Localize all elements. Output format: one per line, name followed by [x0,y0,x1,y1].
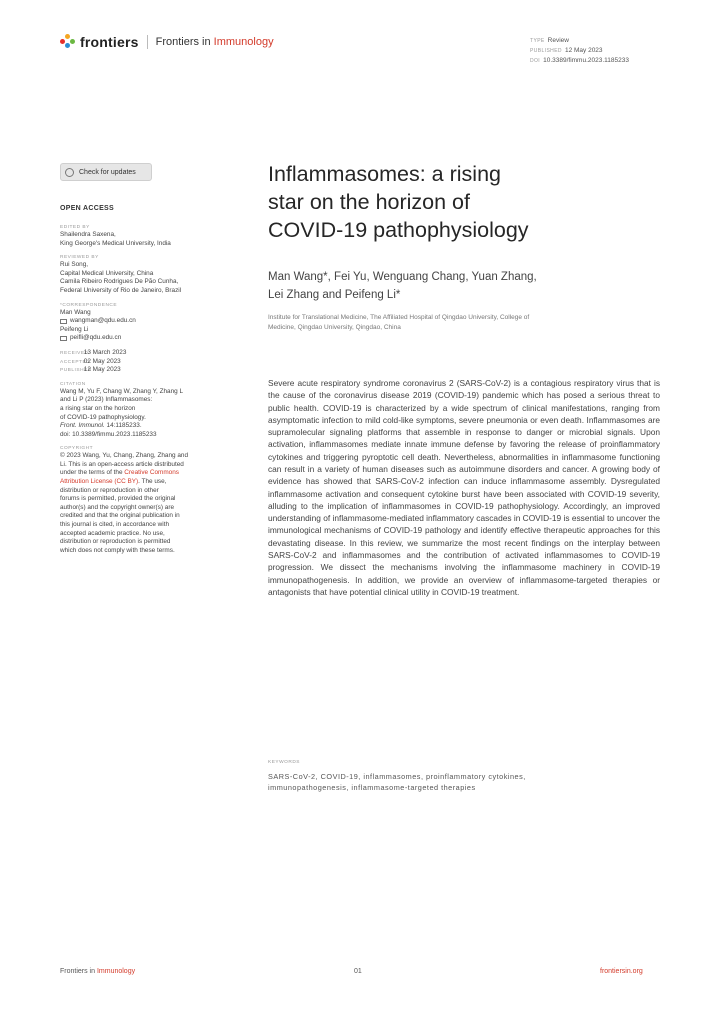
email-text: peifli@qdu.edu.cn [70,334,122,342]
editor-line: King George's Medical University, India [60,239,171,247]
corresponding-author: Peifeng Li [60,325,89,333]
citation-line: and Li P (2023) Inflammasomes: [60,396,153,404]
copyright-line: author(s) and the copyright owner(s) are [60,503,175,511]
published-value: 12 May 2023 [564,47,603,54]
copyright-line [60,478,236,487]
copyright-line: credited and that the original publication in [60,512,180,520]
type-value: Review [547,37,569,44]
article-meta [530,36,629,66]
copyright-line: distribution or reproduction is permitted [60,538,171,546]
article-dates [60,349,236,375]
journal-header [60,34,274,50]
footer-journal-prefix: Frontiers in [60,968,97,975]
affiliation-line: Institute for Translational Medicine, The Affiliated Hospital of Qingdao University, College of [268,314,530,321]
published-label: PUBLISHED [60,368,92,374]
check-updates-label: Check for updates [79,168,136,176]
keywords [268,772,660,793]
copyright [60,445,236,555]
email-link[interactable] [60,334,236,343]
corresponding-author: Man Wang [60,308,91,316]
citation-volume: 14:1185233. [104,422,142,430]
journal-name[interactable] [156,36,274,48]
copyright-line [60,469,236,478]
affiliation [268,313,638,332]
edited-by-label: EDITED BY [60,225,90,230]
title-line: star on the horizon of [268,190,470,214]
citation-journal-line [60,422,236,431]
copyright-line: accepted academic practice. No use, [60,529,165,537]
copyright-line: Li. This is an open-access article distributed [60,460,184,468]
edited-by [60,224,236,248]
citation-line: Wang M, Yu F, Chang W, Zhang Y, Zhang L [60,387,184,395]
frontiers-logo-icon [60,34,76,50]
editor-line: Shailendra Saxena, [60,231,116,238]
accepted-date: 02 May 2023 [83,357,121,365]
copyright-line: forums is permitted, provided the original [60,495,176,503]
keywords-line: immunopathogenesis, inflammasome-targeted therapies [268,782,476,792]
copyright-text: under the terms of the [60,469,125,477]
citation-label: CITATION [60,381,86,387]
email-link[interactable] [60,317,236,326]
footer-site-link[interactable]: frontiersin.org [600,968,643,975]
citation-doi[interactable]: doi: 10.3389/fimmu.2023.1185233 [60,430,157,438]
mail-icon [60,319,67,324]
footer-journal[interactable] [60,968,135,975]
received-date: 13 March 2023 [83,348,127,356]
license-link[interactable]: Creative Commons [124,469,179,477]
reviewer-line: Federal University of Rio de Janeiro, Brazil [60,286,182,294]
copyright-text: . The use, [138,478,167,486]
correspondence [60,302,236,343]
license-link[interactable]: Attribution License (CC BY) [60,478,139,486]
open-access-label: OPEN ACCESS [60,205,114,212]
header-divider [147,35,148,49]
reviewer-line: Rui Song, [60,261,89,269]
accepted-label: ACCEPTED [60,359,91,365]
type-label: TYPE [530,38,545,44]
copyright-line: which does not comply with these terms. [60,546,175,554]
reviewer-line: Capital Medical University, China [60,269,154,277]
keywords-label: KEYWORDS [268,760,300,765]
authors-line: Lei Zhang and Peifeng Li* [268,289,401,301]
copyright-line: this journal is cited, in accordance with [60,521,170,529]
affiliation-line: Medicine, Qingdao University, Qingdao, China [268,323,401,331]
journal-prefix: Frontiers in [155,36,214,48]
reviewed-by [60,254,236,295]
authors-line: Man Wang*, Fei Yu, Wenguang Chang, Yuan Zhang, [268,271,537,283]
abstract-text: Severe acute respiratory syndrome coronavirus 2 (SARS-CoV-2) is a contagious respiratory virus that is the cause of the coronavirus disease 2019 (COVID-19) pandemic which has posed a serious threat to public health. COVID-19 is characterized by a wide spectrum of clinical manifestations, ranging from asymptomatic infection to mild cold-like symptoms, severe pneumonia or even death. Inflammasomes are supramolecular signaling platforms that assemble in response to danger or microbial signals. Upon activation, inflammasomes mediate innate immune defense by favoring the release of proinflammatory cytokines and triggering pyroptotic cell death. Nevertheless, abnormalities in inflammasome functioning can result in a variety of human diseases such as autoimmune disorders and cancer. A growing body of evidence has showed that SARS-CoV-2 infection can induce inflammasome assembly. Dysregulated inflammasome activation and consequent cytokine burst have been associated with COVID-19 severity, alluding to the implication of inflammasomes in COVID-19 pathophysiology. Accordingly, an improved understanding of inflammasome-mediated inflammatory cascades in COVID-19 is essential to uncover the immunological mechanisms of COVID-19 pathology and identify effective therapeutic approaches for this devastating disease. In this review, we summarize the most recent findings on the interplay between SARS-CoV-2 and inflammasomes and the contribution of activated inflammasomes to COVID-19 progression. We dissect the mechanisms involving the inflammasome machinery in COVID-19 immunopathogenesis. In addition, we provide an overview of inflammasome-targeted therapies or antagonists that have potential clinical utility in COVID-19 treatment. [268,378,660,597]
sidebar-info [60,224,236,561]
reviewed-by-label: REVIEWED BY [60,255,99,261]
brand-name: frontiers [80,34,139,50]
citation-line: a rising star on the horizon [60,404,136,412]
keywords-line: SARS-CoV-2, COVID-19, inflammasomes, proinflammatory cytokines, [268,772,526,781]
citation-journal: Front. Immunol. [60,422,105,430]
citation [60,381,236,440]
copyright-line: distribution or reproduction in other [60,486,159,494]
article-title [268,160,628,244]
correspondence-label: *CORRESPONDENCE [60,302,118,308]
copyright-line: © 2023 Wang, Yu, Chang, Zhang, Zhang and [60,452,188,460]
published-date: 12 May 2023 [83,366,121,374]
author-list [268,268,628,304]
check-updates-icon [65,168,74,177]
reviewer-line: Camila Ribeiro Rodrigues De Pão Cunha, [60,278,179,286]
mail-icon [60,336,67,341]
check-for-updates-button[interactable] [60,163,152,181]
received-label: RECEIVED [60,350,89,356]
email-text: wangman@qdu.edu.cn [70,317,136,325]
title-line: COVID-19 pathophysiology [268,218,529,242]
published-label: PUBLISHED [530,48,562,54]
title-line: Inflammasomes: a rising [268,162,501,186]
copyright-label: COPYRIGHT [60,446,94,452]
footer-journal-field: Immunology [96,968,136,975]
doi-value[interactable]: 10.3389/fimmu.2023.1185233 [543,57,629,64]
citation-line: of COVID-19 pathophysiology. [60,413,146,421]
doi-label: DOI [530,58,541,64]
page-number: 01 [354,968,362,975]
journal-field: Immunology [213,36,274,48]
